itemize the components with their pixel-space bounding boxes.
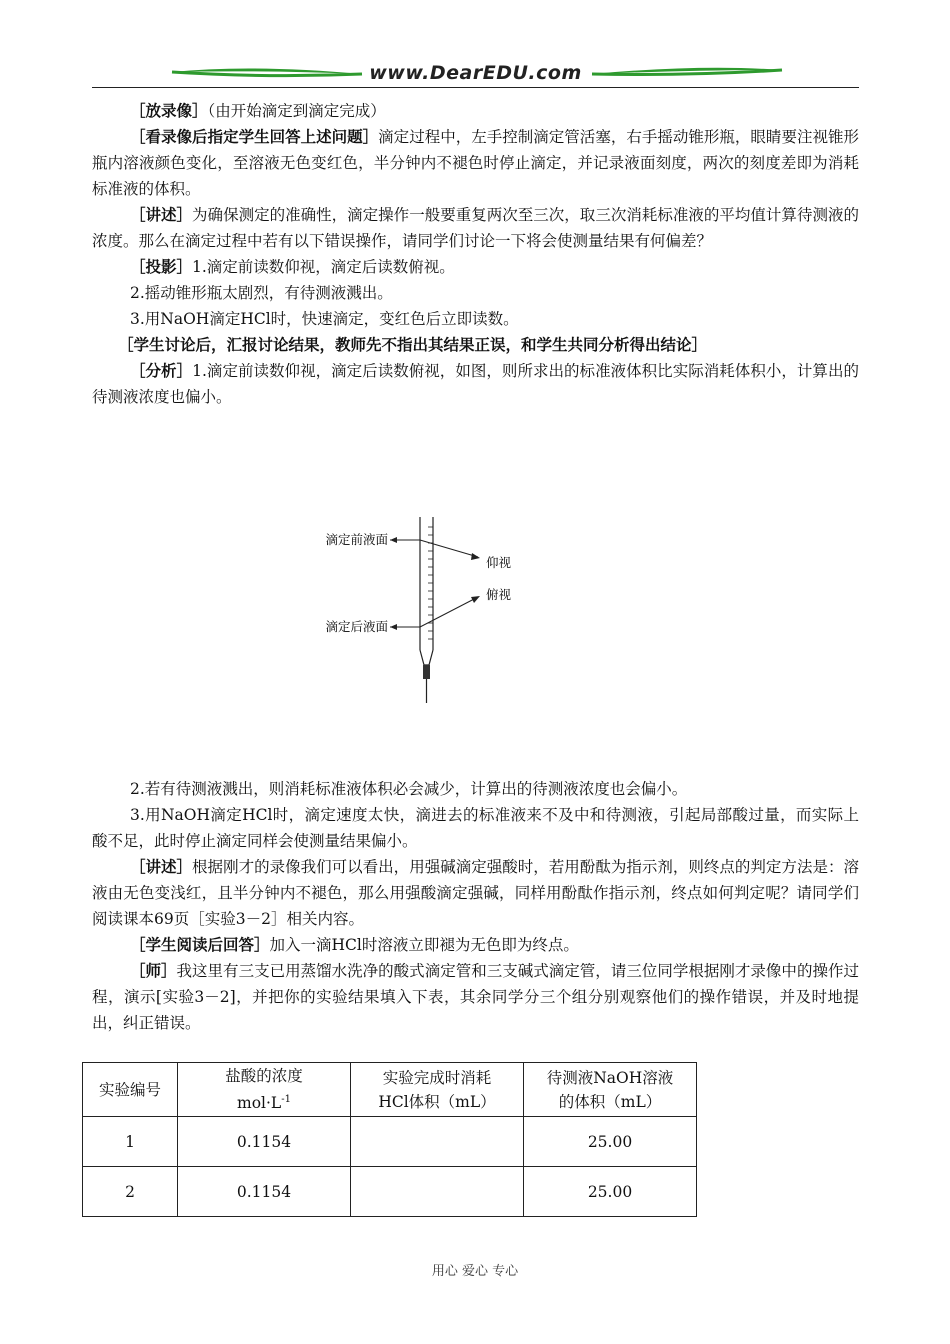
table-row bbox=[83, 1167, 697, 1217]
table-cell: 25.00 bbox=[524, 1117, 697, 1167]
paragraph: ［学生阅读后回答］加入一滴HCl时溶液立即褪为无色即为终点。 bbox=[130, 935, 579, 954]
table-header-row bbox=[83, 1063, 697, 1117]
burette-diagram bbox=[300, 505, 540, 715]
paragraph: ［讲述］根据刚才的录像我们可以看出，用强碱滴定强酸时，若用酚酞为指示剂，则终点的判定方法是：溶液由无色变浅红，且半分钟内不褪色，那么用强酸滴定强碱，同样用酚酞作指示剂，终点如何判定呢？请同学们阅读课本69页［实验3－2］相关内容。 bbox=[92, 857, 859, 928]
label-look-down: 俯视 bbox=[486, 587, 512, 602]
paragraph: ［师］我这里有三支已用蒸馏水洗净的酸式滴定管和三支碱式滴定管，请三位同学根据刚才录像中的操作过程，演示[实验3－2]，并把你的实验结果填入下表，其余同学分三个组分别观察他们的操作错误，并及时地提出，纠正错误。 bbox=[92, 961, 859, 1032]
table-cell: 0.1154 bbox=[178, 1117, 351, 1167]
site-logo: www.DearEDU.com bbox=[369, 62, 582, 84]
paragraph: 2.摇动锥形瓶太剧烈，有待测液溅出。 bbox=[130, 284, 393, 302]
page-header bbox=[92, 60, 859, 92]
table-row bbox=[83, 1117, 697, 1167]
paragraph: 3.用NaOH滴定HCl时，快速滴定，变红色后立即读数。 bbox=[130, 310, 519, 328]
paragraph: ［讲述］为确保测定的准确性，滴定操作一般要重复两次至三次，取三次消耗标准液的平均值计算待测液的浓度。那么在滴定过程中若有以下错误操作，请同学们讨论一下将会使测量结果有何偏差？ bbox=[92, 205, 859, 250]
table-cell: 0.1154 bbox=[178, 1167, 351, 1217]
body-text-top bbox=[92, 98, 859, 410]
header-cell: 实验编号 bbox=[83, 1063, 178, 1117]
paragraph: ［分析］1.滴定前读数仰视，滴定后读数俯视，如图，则所求出的标准液体积比实际消耗体积小，计算出的待测液浓度也偏小。 bbox=[92, 361, 859, 406]
label-look-up: 仰视 bbox=[486, 555, 512, 570]
table-cell bbox=[351, 1117, 524, 1167]
paragraph: ［放录像］（由开始滴定到滴定完成） bbox=[130, 101, 386, 120]
header-cell: 盐酸的浓度 $mol\cdot L^{-1}$ bbox=[178, 1063, 351, 1117]
table-cell: 25.00 bbox=[524, 1167, 697, 1217]
label-before-level: 滴定前液面 bbox=[325, 532, 388, 547]
header-rule bbox=[92, 87, 859, 88]
paragraph: 2.若有待测液溅出，则消耗标准液体积必会减少，计算出的待测液浓度也会偏小。 bbox=[130, 780, 688, 798]
results-table bbox=[82, 1062, 697, 1217]
paragraph: 3.用NaOH滴定HCl时，滴定速度太快，滴进去的标准液来不及中和待测液，引起局部酸过量，而实际上酸不足，此时停止滴定同样会使测量结果偏小。 bbox=[92, 806, 859, 850]
paragraph: ［投影］1.滴定前读数仰视，滴定后读数俯视。 bbox=[130, 257, 455, 276]
header-cell: 实验完成时消耗 HCl体积（mL） bbox=[351, 1063, 524, 1117]
table-cell: 2 bbox=[83, 1167, 178, 1217]
paragraph: ［学生讨论后，汇报讨论结果，教师先不指出其结果正误，和学生共同分析得出结论］ bbox=[118, 335, 708, 354]
label-after-level: 滴定后液面 bbox=[325, 619, 388, 634]
page-footer: 用心 爱心 专心 bbox=[431, 1264, 519, 1279]
body-text-bottom bbox=[92, 776, 859, 1036]
header-cell: 待测液NaOH溶液 的体积（mL） bbox=[524, 1063, 697, 1117]
table-cell: 1 bbox=[83, 1117, 178, 1167]
paragraph: ［看录像后指定学生回答上述问题］滴定过程中，左手控制滴定管活塞，右手摇动锥形瓶，眼睛要注视锥形瓶内溶液颜色变化，至溶液无色变红色，半分钟内不褪色时停止滴定，并记录液面刻度，两次的刻度差即为消耗标准液的体积。 bbox=[92, 127, 859, 198]
table-cell bbox=[351, 1167, 524, 1217]
